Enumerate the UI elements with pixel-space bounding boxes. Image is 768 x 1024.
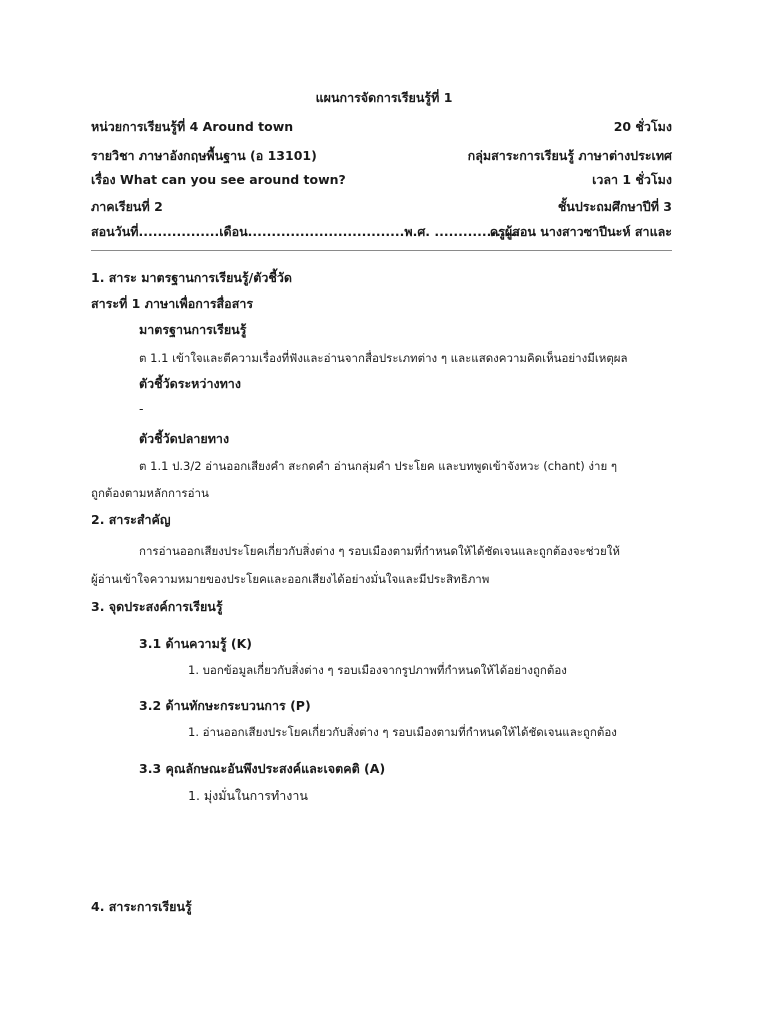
section-2-heading: 2. สาระสำคัญ [91, 512, 171, 527]
unit-label: หน่วยการเรียนรู้ที่ 4 Around town [91, 119, 294, 134]
hours-label: 20 ชั่วโมง [613, 119, 672, 134]
subject-label: รายวิชา ภาษาอังกฤษพื้นฐาน (อ 13101) [91, 148, 317, 163]
final-indicator-heading: ตัวชี้วัดปลายทาง [139, 431, 230, 446]
interim-indicator-text: - [139, 401, 144, 416]
interim-indicator-heading: ตัวชี้วัดระหว่างทาง [139, 376, 241, 391]
process-skill-item: 1. อ่านออกเสียงประโยคเกี่ยวกับสิ่งต่าง ๆ รอบเมืองตามที่กำหนดให้ได้ชัดเจนและถูกต้อง [188, 725, 617, 739]
attitude-item: 1. มุ่งมั่นในการทำงาน [188, 788, 308, 803]
section-1-heading: 1. สาระ มาตรฐานการเรียนรู้/ตัวชี้วัด [91, 270, 292, 285]
section-3-heading: 3. จุดประสงค์การเรียนรู้ [91, 599, 223, 614]
final-indicator-text-line-1: ต 1.1 ป.3/2 อ่านออกเสียงคำ สะกดคำ อ่านกลุ่มคำ ประโยค และบทพูดเข้าจังหวะ (chant) ง่าย ๆ [139, 459, 618, 473]
semester-label: ภาคเรียนที่ 2 [91, 199, 163, 214]
grade-label: ชั้นประถมศึกษาปีที่ 3 [557, 199, 672, 214]
document-title: แผนการจัดการเรียนรู้ที่ 1 [315, 90, 453, 105]
header-divider [91, 250, 672, 251]
key-concept-line-2: ผู้อ่านเข้าใจความหมายของประโยคและออกเสียงได้อย่างมั่นใจและมีประสิทธิภาพ [91, 572, 490, 586]
teacher-label: ครูผู้สอน นางสาวซาปีนะห์ สาและ [489, 224, 672, 239]
topic-label: เรื่อง What can you see around town? [91, 172, 346, 187]
time-label: เวลา 1 ชั่วโมง [592, 172, 672, 187]
knowledge-heading: 3.1 ด้านความรู้ (K) [139, 636, 252, 651]
standard-text: ต 1.1 เข้าใจและตีความเรื่องที่ฟังและอ่านจากสื่อประเภทต่าง ๆ และแสดงความคิดเห็นอย่างมีเหตุผล [139, 351, 628, 365]
teaching-date-line: สอนวันที่.................เดือน.................................พ.ศ. .................. [91, 224, 520, 239]
section-4-heading: 4. สาระการเรียนรู้ [91, 899, 192, 914]
attitude-heading: 3.3 คุณลักษณะอันพึงประสงค์และเจตคติ (A) [139, 761, 386, 776]
key-concept-line-1: การอ่านออกเสียงประโยคเกี่ยวกับสิ่งต่าง ๆ รอบเมืองตามที่กำหนดให้ได้ชัดเจนและถูกต้องจะช่วยให้ [139, 544, 620, 558]
learning-group-label: กลุ่มสาระการเรียนรู้ ภาษาต่างประเทศ [467, 148, 672, 163]
final-indicator-text-line-2: ถูกต้องตามหลักการอ่าน [91, 486, 209, 500]
process-skill-heading: 3.2 ด้านทักษะกระบวนการ (P) [139, 698, 311, 713]
strand-heading: สาระที่ 1 ภาษาเพื่อการสื่อสาร [91, 296, 254, 311]
standard-heading: มาตรฐานการเรียนรู้ [139, 322, 247, 337]
knowledge-item: 1. บอกข้อมูลเกี่ยวกับสิ่งต่าง ๆ รอบเมืองจากรูปภาพที่กำหนดให้ได้อย่างถูกต้อง [188, 663, 567, 677]
